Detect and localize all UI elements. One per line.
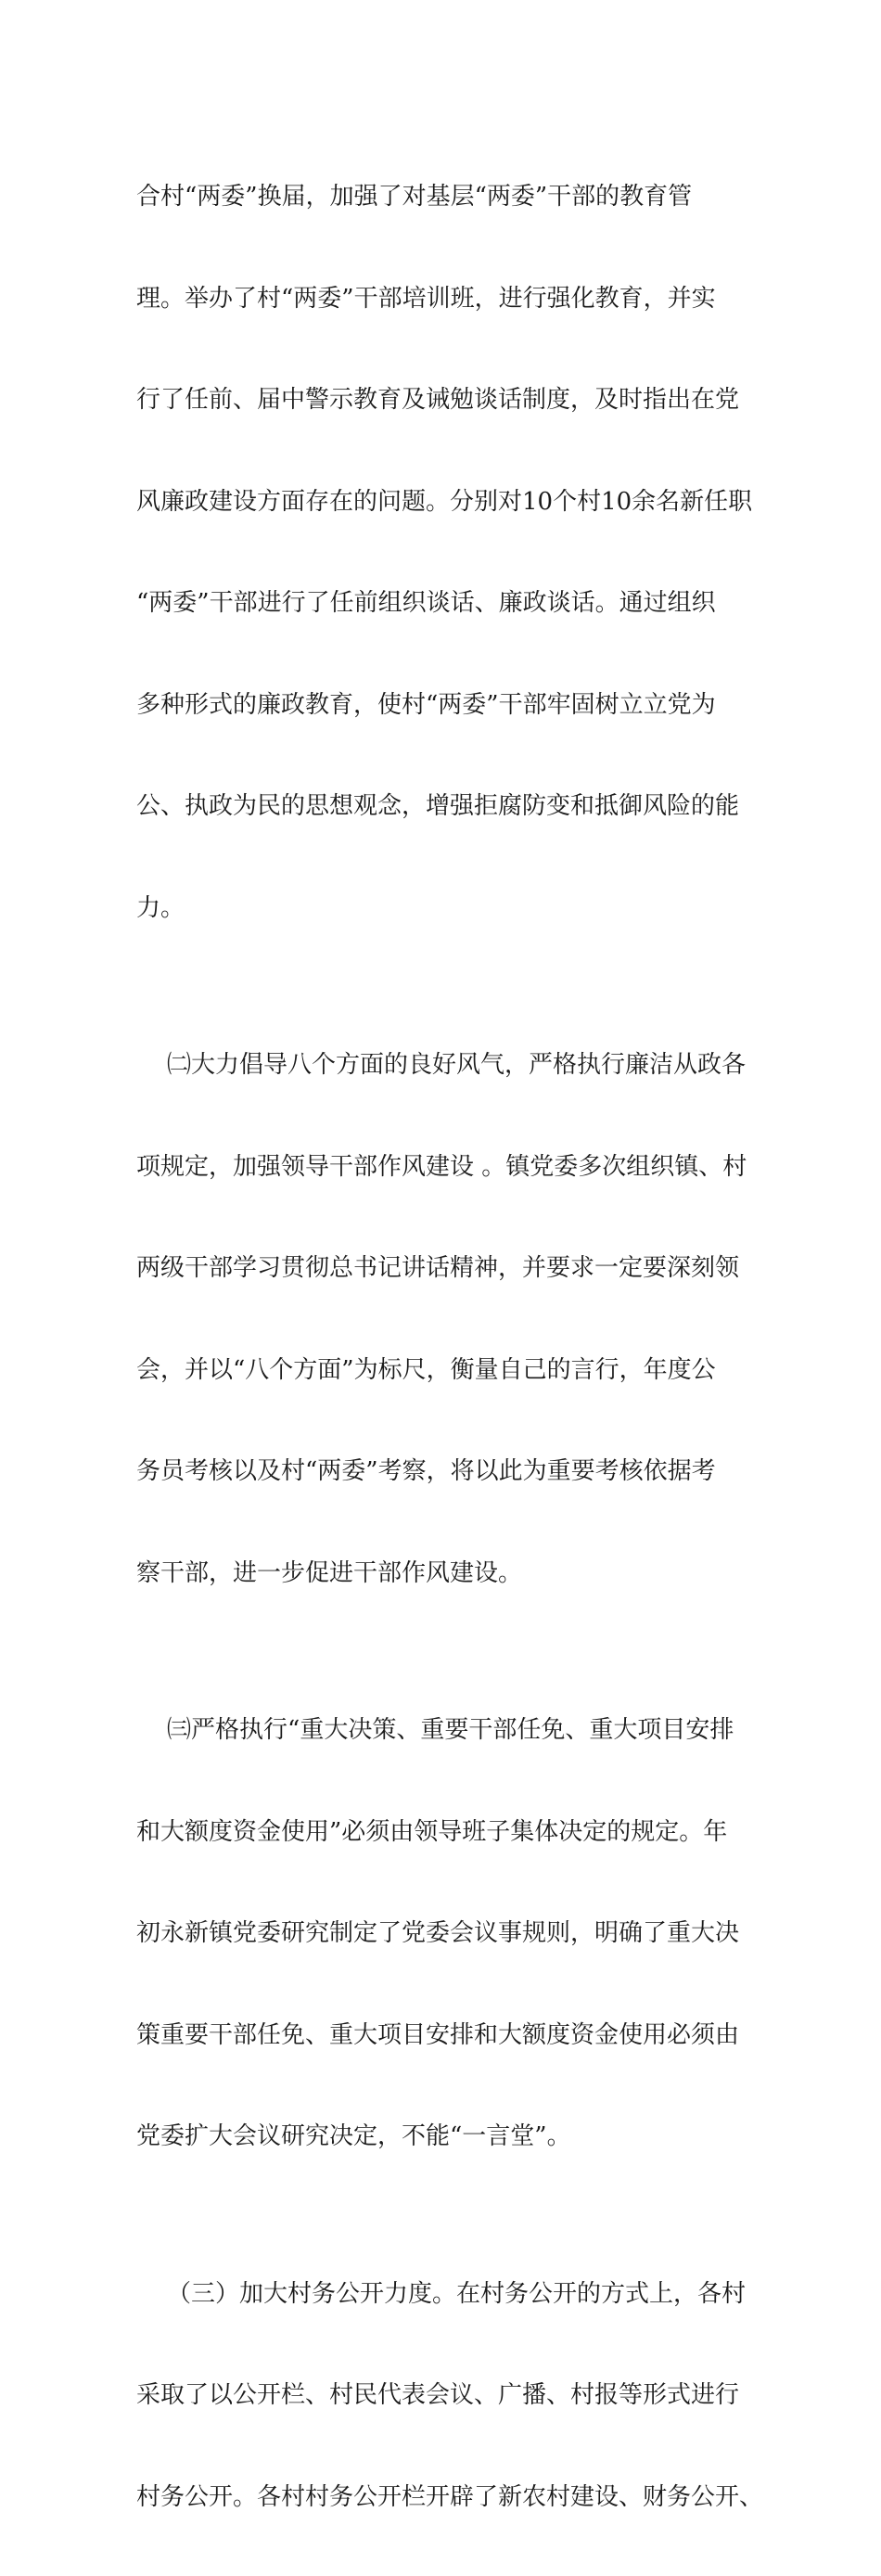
text-line: 理。举办了村“两委”干部培训班，进行强化教育，并实 xyxy=(136,276,748,323)
text-line: ㈡大力倡导八个方面的良好风气，严格执行廉洁从政各 xyxy=(136,1043,748,1089)
text-line: 公、执政为民的思想观念，增强拒腐防变和抵御风险的能 xyxy=(136,784,748,830)
text-line: 两级干部学习贯彻总书记讲话精神，并要求一定要深刻领 xyxy=(136,1246,748,1292)
paragraph-major-decisions xyxy=(136,1652,748,2216)
text-line: 策重要干部任免、重大项目安排和大额度资金使用必须由 xyxy=(136,2013,748,2059)
document-page xyxy=(0,0,881,1247)
text-line: 察干部，进一步促进干部作风建设。 xyxy=(136,1551,748,1597)
text-line: ㈢严格执行“重大决策、重要干部任免、重大项目安排 xyxy=(136,1708,748,1754)
document-body xyxy=(136,119,748,2576)
text-line: 多种形式的廉政教育，使村“两委”干部牢固树立立党为 xyxy=(136,683,748,729)
paragraph-village-committee-education xyxy=(136,119,748,987)
text-line: 会，并以“八个方面”为标尺，衡量自己的言行，年度公 xyxy=(136,1348,748,1394)
text-line: 初永新镇党委研究制定了党委会议事规则，明确了重大决 xyxy=(136,1911,748,1957)
text-line: 和大额度资金使用”必须由领导班子集体决定的规定。年 xyxy=(136,1810,748,1856)
text-line: “两委”干部进行了任前组织谈话、廉政谈话。通过组织 xyxy=(136,581,748,627)
text-line: 合村“两委”换届，加强了对基层“两委”干部的教育管 xyxy=(136,174,748,221)
text-line: 力。 xyxy=(136,886,748,932)
paragraph-village-affairs xyxy=(136,2216,748,2576)
text-line: 村务公开。各村村务公开栏开辟了新农村建设、财务公开、 xyxy=(136,2475,748,2521)
text-line: 行了任前、届中警示教育及诫勉谈话制度，及时指出在党 xyxy=(136,378,748,424)
paragraph-work-style xyxy=(136,987,748,1652)
text-line: （三）加大村务公开力度。在村务公开的方式上，各村 xyxy=(136,2272,748,2318)
text-line: 项规定，加强领导干部作风建设 。镇党委多次组织镇、村 xyxy=(136,1145,748,1191)
text-line: 党委扩大会议研究决定，不能“一言堂”。 xyxy=(136,2114,748,2160)
text-line: 风廉政建设方面存在的问题。分别对10个村10余名新任职 xyxy=(136,480,748,526)
text-line: 务员考核以及村“两委”考察，将以此为重要考核依据考 xyxy=(136,1449,748,1495)
text-line: 采取了以公开栏、村民代表会议、广播、村报等形式进行 xyxy=(136,2373,748,2419)
